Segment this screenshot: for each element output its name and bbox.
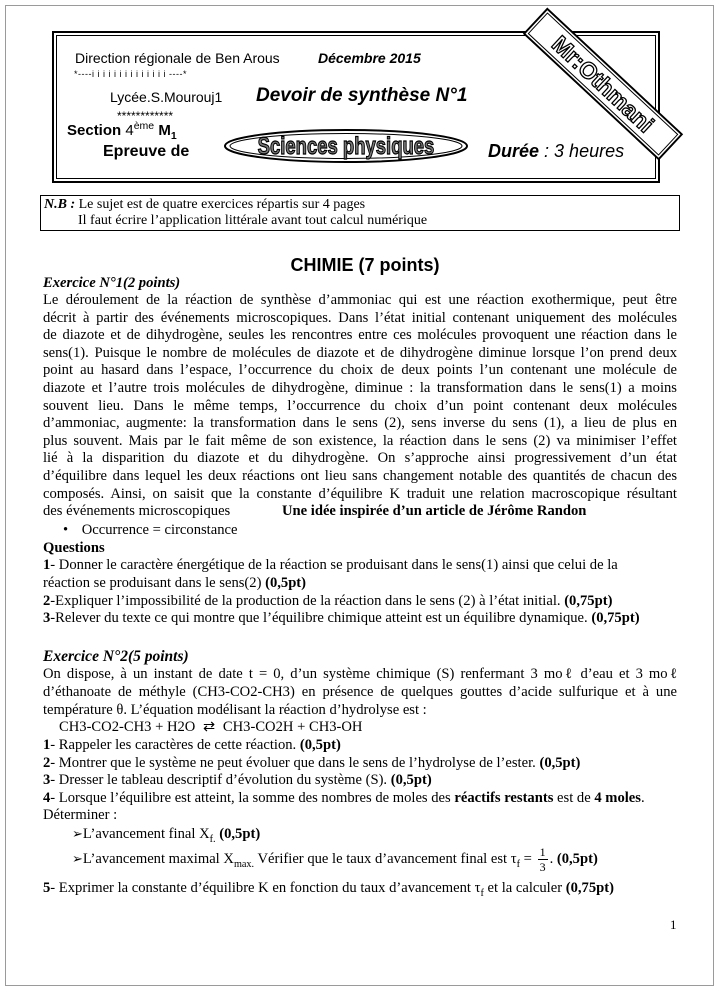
exam-title: Devoir de synthèse N°1: [256, 85, 468, 106]
ex1-source: Une idée inspirée d’un article de Jérôme Randon: [282, 503, 587, 519]
ex2-q1: 1- Rappeler les caractères de cette réaction. (0,5pt): [43, 737, 341, 753]
ex2-q3: 3- Dresser le tableau descriptif d’évolution du système (S). (0,5pt): [43, 772, 432, 788]
ex1-line-2: décrit à partir des événements microscopiques. Dans l’état initial contenant uniquement des molécules: [43, 310, 677, 326]
nb-box: [40, 195, 680, 231]
page-number: 1: [670, 917, 677, 932]
subject-banner: [222, 128, 470, 164]
ex1-line-12: composés. Ainsi, on saisit que la constante d’équilibre K traduit une relation macroscopique résultant: [43, 486, 677, 502]
ex1-line-5: point au hasard dans l’espace, l’occurrence du choix de deux points l’un contenant une molécule de: [43, 362, 677, 378]
nb-line-2: Il faut écrire l’application littérale avant tout calcul numérique: [78, 213, 428, 228]
ex2-determiner: Déterminer :: [43, 807, 118, 823]
ex1-q1-line-2: réaction se produisant dans le sens(2) (0,5pt): [43, 575, 307, 591]
direction-text: Direction régionale de Ben Arous: [75, 50, 280, 66]
nb-line-1: N.B : Le sujet est de quatre exercices répartis sur 4 pages: [44, 197, 366, 212]
school-name: Lycée.S.Mourouj1: [110, 89, 223, 105]
exam-date: Décembre 2015: [318, 50, 421, 66]
section-title: CHIMIE (7 points): [290, 255, 440, 275]
bullet-icon: •: [63, 522, 69, 538]
ex1-line-8: d’ammoniac, augmente: la transformation dans le sens (2), sens inverse du sens (1), a lieu de plus en: [43, 415, 677, 431]
ex1-line-1: Le déroulement de la réaction de synthèse d’ammoniac qui est une réaction exothermique, peut être: [43, 292, 677, 308]
ex2-intro-line-1: On dispose, à un instant de date t = 0, d’un système chimique (S) renfermant 3 moℓ d’eau et 3 moℓ: [43, 666, 677, 682]
ex1-line-9: plus souvent. Mais par le fait même de son existence, la réaction dans le sens (2) va minimiser l’effet: [43, 433, 677, 449]
ex1-q1-line-1: 1- Donner le caractère énergétique de la réaction se produisant dans le sens(1) ainsi que celui de la: [43, 557, 618, 573]
dotted-separator: *----i i i i i i i i i i i i i i ----*: [74, 69, 187, 79]
ex2-sub-b: ➢L’avancement maximal $X_{max.}$ Vérifier que le taux d’avancement final est $\tau_f$ = $\frac{1}{3}$ . (0,5pt): [72, 845, 598, 875]
arrow-bullet-icon: ➢: [72, 851, 83, 866]
ex1-line-4: sens(1). Puisque le nombre de molécules de diazote et de dihydrogène diminue lorsque l’on prend deux: [43, 345, 677, 361]
ex1-line-7: souvent lieu. Dans le même temps, l’occurrence du choix d’un point contenant deux molécules: [43, 398, 677, 414]
ex1-line-3: de diazote et de dihydrogène, seules les rencontres entre ces molécules provoquent une réaction dans le: [43, 327, 677, 343]
epreuve-label: Epreuve de: [103, 143, 190, 160]
ex2-intro-line-2: d’éthanoate de méthyle (CH3-CO2-CH3) en présence de quelques gouttes d’acide sulfurique et à une: [43, 684, 677, 700]
arrow-bullet-icon: ➢: [72, 826, 83, 841]
author-stamp-text: Mr:Othmani: [546, 30, 660, 138]
ex1-line-13: des événements microscopiques: [43, 503, 231, 519]
questions-label: Questions: [43, 540, 105, 556]
duree-line: Durée : 3 heures: [488, 141, 625, 161]
ex1-q2: 2-Expliquer l’impossibilité de la production de la réaction dans le sens (2) à l’état initial. (0,75pt): [43, 593, 613, 609]
equilibrium-arrow-icon: ⇄: [203, 719, 216, 735]
ex1-bullet: • Occurrence = circonstance: [63, 522, 238, 538]
stars-separator: ************: [117, 109, 174, 123]
hydrolysis-equation: CH3-CO2-CH3 + H2O ⇄ CH3-CO2H + CH3-OH: [59, 719, 363, 735]
fraction-one-third: $\frac{1}{3}$: [539, 845, 546, 875]
ex2-q4: 4- Lorsque l’équilibre est atteint, la somme des nombres de moles des réactifs restants est de 4 moles.: [43, 790, 645, 806]
exercise-2-title: Exercice N°2(5 points): [43, 648, 189, 665]
ex2-sub-a: ➢L’avancement final $X_{f.}$ (0,5pt): [72, 826, 261, 845]
ex2-q5: 5- Exprimer la constante d’équilibre K en fonction du taux d’avancement $\tau_f$ et la calculer (0,75pt): [43, 880, 614, 899]
exercise-1-title: Exercice N°1(2 points): [43, 275, 181, 291]
ex1-q3: 3-Relever du texte ce qui montre que l’équilibre chimique atteint est un équilibre dynamique. (0,75pt): [43, 610, 640, 626]
ex2-q2: 2- Montrer que le système ne peut évoluer que dans le sens de l’hydrolyse de l’ester. (0,5pt): [43, 755, 581, 771]
subject-banner-text: Sciences physiques: [257, 132, 435, 160]
ex1-line-10: lié à la disparition du diazote et du dihydrogène. On s’approche ainsi progressivement d’un état: [43, 450, 677, 466]
section-label: Section 4ème $M_1$: [67, 120, 177, 142]
ex1-line-6: diazote et l’autre trois molécules de dihydrogène, diminue : la transformation dans le sens(1) a moins: [43, 380, 677, 396]
ex1-line-11: d’équilibre dans lequel les deux réactions ont lieu sans changement notable des quantités de chacun des: [43, 468, 677, 484]
ex2-intro-line-3: température θ. L’équation modélisant la réaction d’hydrolyse est :: [43, 702, 427, 718]
